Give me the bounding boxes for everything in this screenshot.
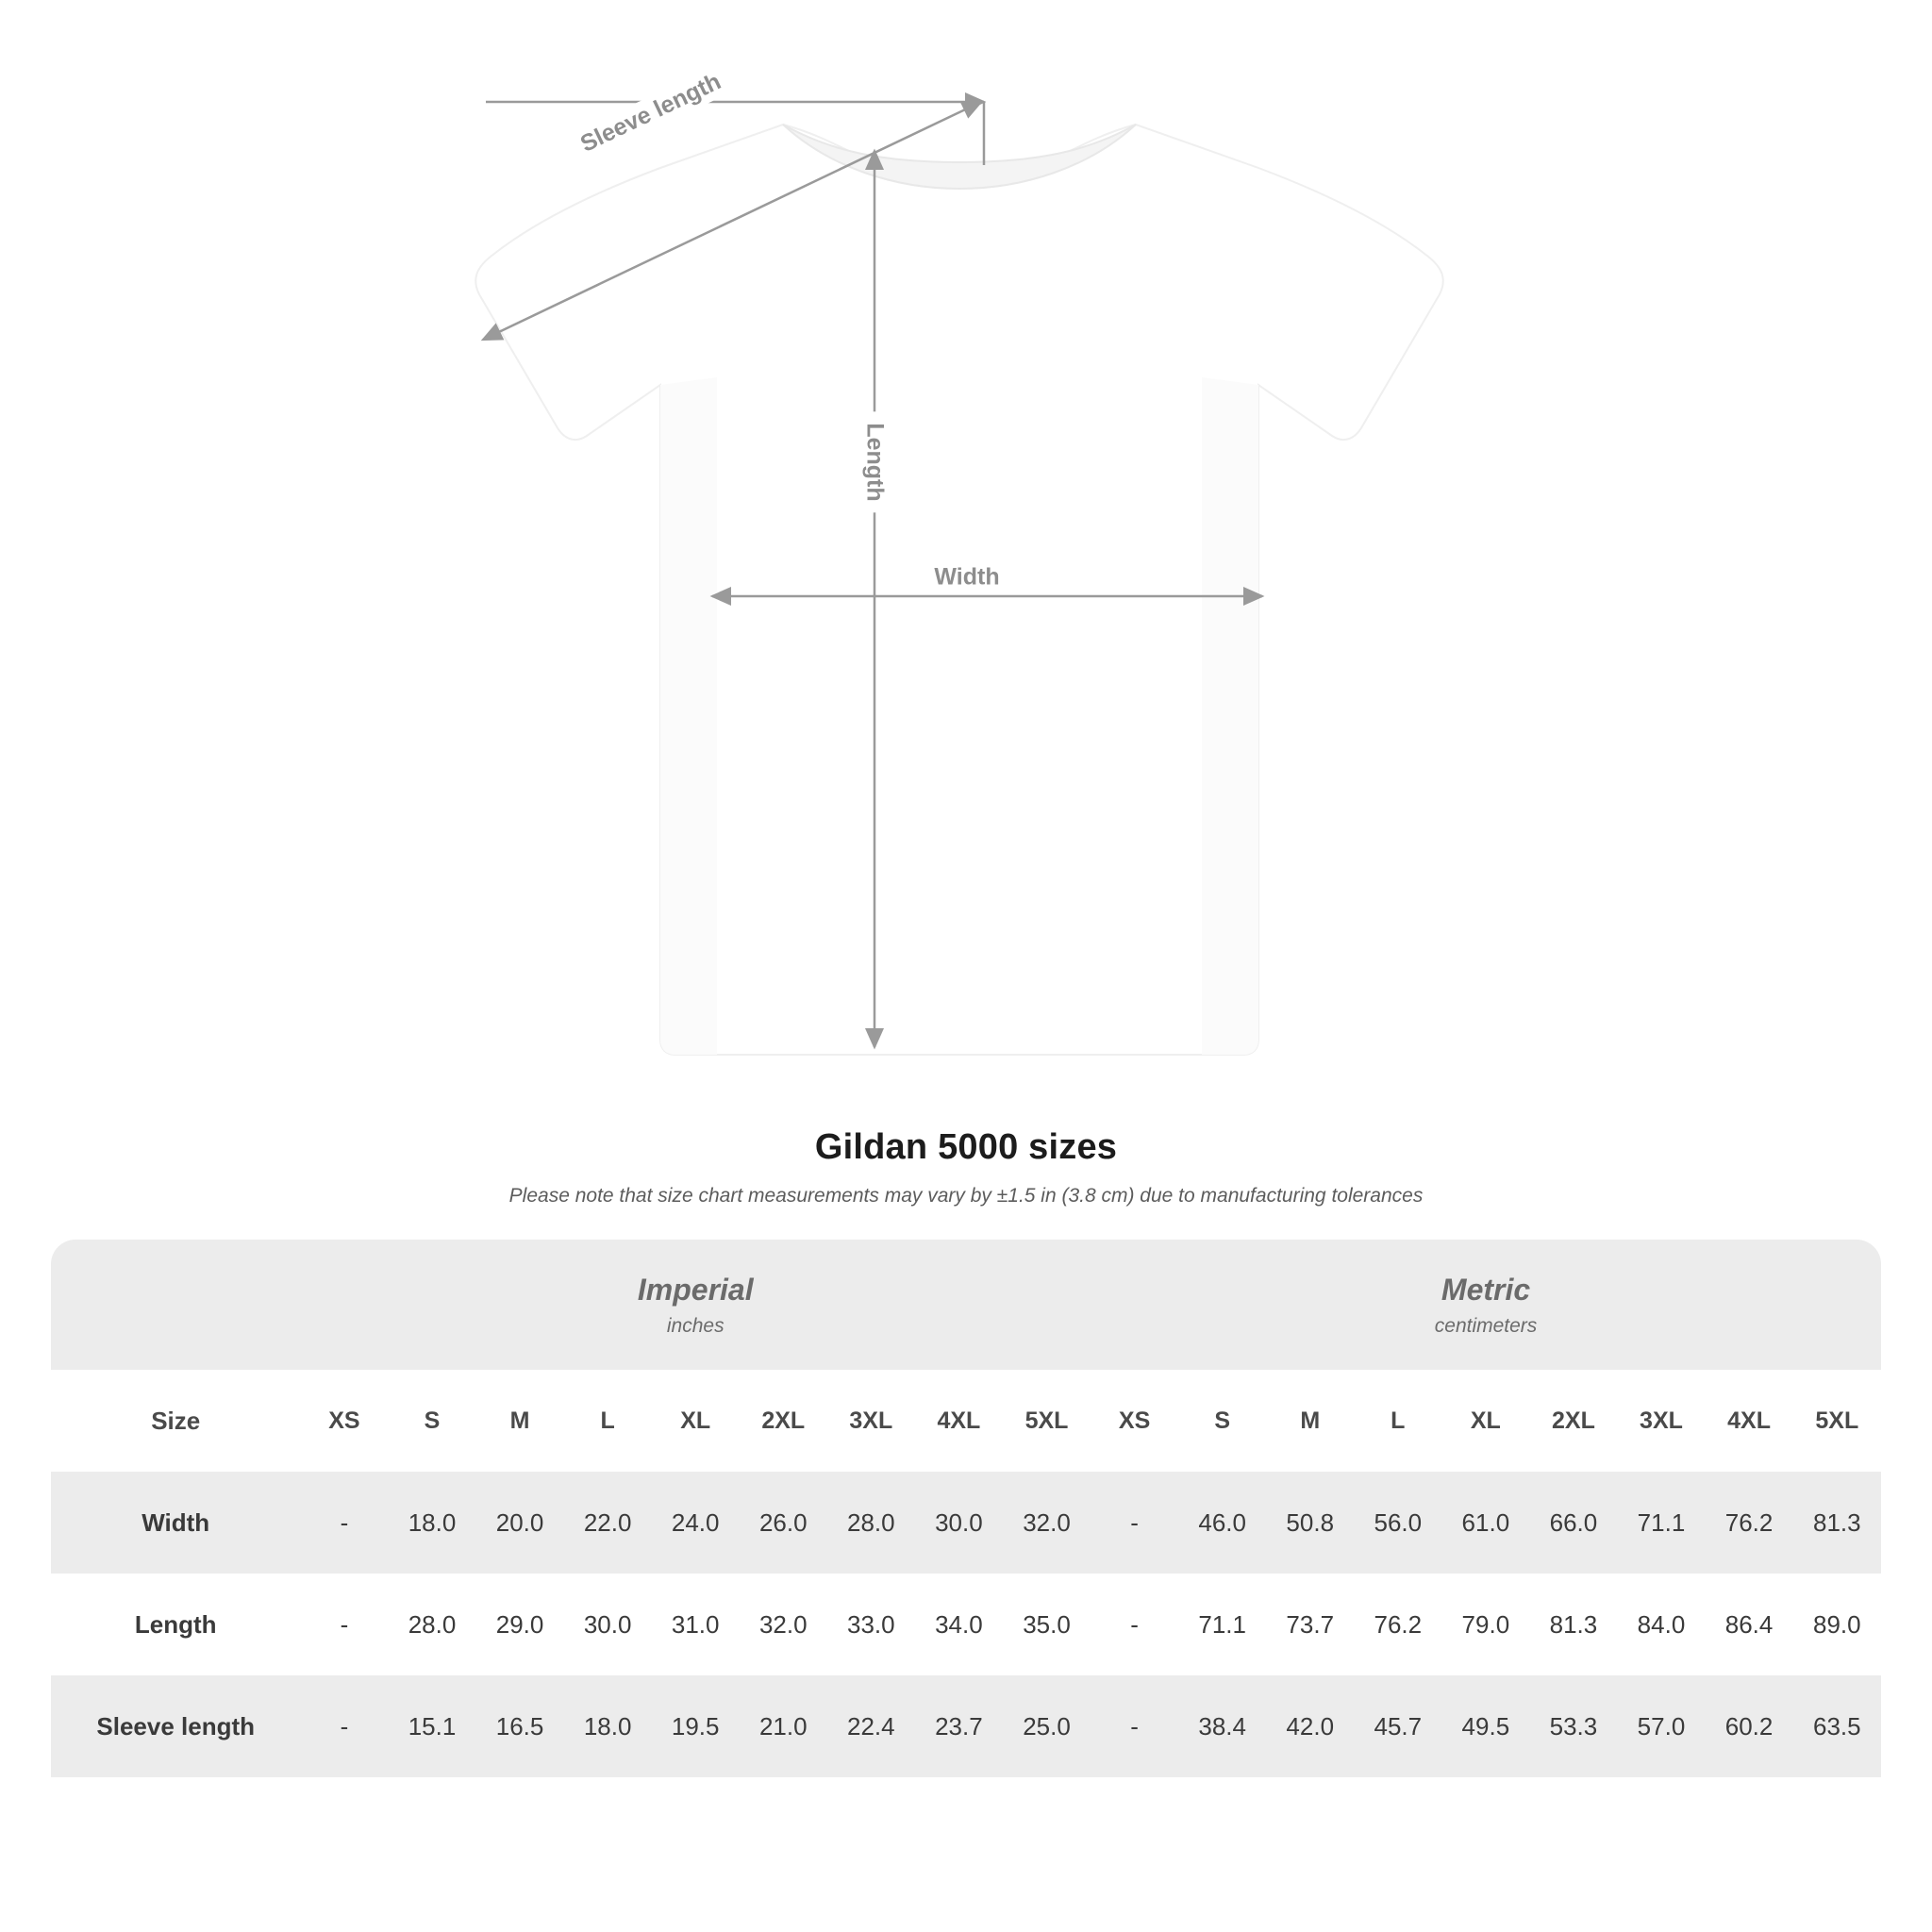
size-header-label: Size [51, 1370, 300, 1472]
unit-header-spacer [51, 1240, 300, 1370]
cell-width-imperial-4xl: 30.0 [915, 1472, 1003, 1574]
page-title: Gildan 5000 sizes [814, 1127, 1118, 1167]
cell-length-metric-3xl: 84.0 [1617, 1574, 1705, 1675]
cell-length-imperial-m: 29.0 [476, 1574, 564, 1675]
cell-width-imperial-m: 20.0 [476, 1472, 564, 1574]
cell-sleeve-metric-5xl: 63.5 [1793, 1675, 1881, 1777]
cell-width-metric-l: 56.0 [1354, 1472, 1441, 1574]
unit-imperial-name: Imperial [637, 1272, 754, 1307]
size-header-metric-5xl: 5XL [1793, 1370, 1881, 1472]
cell-length-imperial-l: 30.0 [564, 1574, 652, 1675]
cell-width-metric-4xl: 76.2 [1706, 1472, 1793, 1574]
cell-length-imperial-s: 28.0 [388, 1574, 475, 1675]
cell-length-metric-l: 76.2 [1354, 1574, 1441, 1675]
cell-sleeve-metric-s: 38.4 [1178, 1675, 1266, 1777]
cell-width-metric-5xl: 81.3 [1793, 1472, 1881, 1574]
cell-sleeve-imperial-3xl: 22.4 [827, 1675, 915, 1777]
cell-sleeve-metric-m: 42.0 [1266, 1675, 1354, 1777]
cell-width-imperial-xl: 24.0 [652, 1472, 740, 1574]
cell-length-imperial-4xl: 34.0 [915, 1574, 1003, 1675]
unit-header-imperial [300, 1240, 1091, 1370]
size-header-imperial-3xl: 3XL [827, 1370, 915, 1472]
cell-sleeve-metric-2xl: 53.3 [1529, 1675, 1617, 1777]
cell-width-metric-xs: - [1091, 1472, 1178, 1574]
cell-sleeve-imperial-l: 18.0 [564, 1675, 652, 1777]
size-table [51, 1240, 1881, 1777]
size-header-imperial-l: L [564, 1370, 652, 1472]
tolerance-note: Please note that size chart measurements may vary by ±1.5 in (3.8 cm) due to manufacturing tolerances [508, 1185, 1424, 1207]
cell-sleeve-imperial-m: 16.5 [476, 1675, 564, 1777]
sleeve-length-label: Sleeve length [567, 62, 735, 164]
size-header-row [51, 1370, 1881, 1472]
cell-width-metric-2xl: 66.0 [1529, 1472, 1617, 1574]
cell-width-imperial-xs: - [300, 1472, 388, 1574]
unit-metric-sub: centimeters [1434, 1314, 1538, 1337]
cell-length-metric-xs: - [1091, 1574, 1178, 1675]
cell-length-metric-4xl: 86.4 [1706, 1574, 1793, 1675]
size-header-imperial-5xl: 5XL [1003, 1370, 1091, 1472]
cell-sleeve-metric-3xl: 57.0 [1617, 1675, 1705, 1777]
size-header-metric-xs: XS [1091, 1370, 1178, 1472]
cell-sleeve-metric-xs: - [1091, 1675, 1178, 1777]
cell-sleeve-imperial-5xl: 25.0 [1003, 1675, 1091, 1777]
unit-imperial-sub: inches [666, 1314, 724, 1337]
row-label-sleeve-length: Sleeve length [51, 1675, 300, 1777]
cell-sleeve-metric-l: 45.7 [1354, 1675, 1441, 1777]
cell-width-imperial-2xl: 26.0 [740, 1472, 827, 1574]
size-header-metric-l: L [1354, 1370, 1441, 1472]
size-header-metric-m: M [1266, 1370, 1354, 1472]
table-row [51, 1574, 1881, 1675]
cell-length-metric-xl: 79.0 [1441, 1574, 1529, 1675]
cell-sleeve-metric-xl: 49.5 [1441, 1675, 1529, 1777]
cell-sleeve-metric-4xl: 60.2 [1706, 1675, 1793, 1777]
cell-width-imperial-5xl: 32.0 [1003, 1472, 1091, 1574]
size-header-imperial-xs: XS [300, 1370, 388, 1472]
size-header-metric-3xl: 3XL [1617, 1370, 1705, 1472]
title-block [0, 1127, 1932, 1208]
size-header-imperial-4xl: 4XL [915, 1370, 1003, 1472]
cell-width-metric-xl: 61.0 [1441, 1472, 1529, 1574]
size-header-imperial-xl: XL [652, 1370, 740, 1472]
unit-metric-name: Metric [1441, 1272, 1531, 1307]
table-row [51, 1675, 1881, 1777]
length-label: Length [858, 411, 892, 512]
cell-width-imperial-s: 18.0 [388, 1472, 475, 1574]
cell-width-imperial-3xl: 28.0 [827, 1472, 915, 1574]
row-label-length: Length [51, 1574, 300, 1675]
cell-length-metric-m: 73.7 [1266, 1574, 1354, 1675]
size-table-wrap [51, 1240, 1881, 1777]
cell-sleeve-imperial-4xl: 23.7 [915, 1675, 1003, 1777]
cell-width-metric-s: 46.0 [1178, 1472, 1266, 1574]
cell-width-metric-3xl: 71.1 [1617, 1472, 1705, 1574]
size-header-metric-xl: XL [1441, 1370, 1529, 1472]
size-header-metric-2xl: 2XL [1529, 1370, 1617, 1472]
size-header-metric-4xl: 4XL [1706, 1370, 1793, 1472]
cell-sleeve-imperial-s: 15.1 [388, 1675, 475, 1777]
cell-sleeve-imperial-xl: 19.5 [652, 1675, 740, 1777]
row-label-width: Width [51, 1472, 300, 1574]
cell-length-metric-5xl: 89.0 [1793, 1574, 1881, 1675]
table-row [51, 1472, 1881, 1574]
size-header-metric-s: S [1178, 1370, 1266, 1472]
size-header-imperial-s: S [388, 1370, 475, 1472]
cell-sleeve-imperial-xs: - [300, 1675, 388, 1777]
cell-length-imperial-xl: 31.0 [652, 1574, 740, 1675]
size-header-imperial-2xl: 2XL [740, 1370, 827, 1472]
cell-length-metric-s: 71.1 [1178, 1574, 1266, 1675]
cell-length-imperial-xs: - [300, 1574, 388, 1675]
cell-length-imperial-3xl: 33.0 [827, 1574, 915, 1675]
unit-header-row [51, 1240, 1881, 1370]
unit-header-metric [1091, 1240, 1881, 1370]
size-header-imperial-m: M [476, 1370, 564, 1472]
cell-width-metric-m: 50.8 [1266, 1472, 1354, 1574]
cell-width-imperial-l: 22.0 [564, 1472, 652, 1574]
cell-sleeve-imperial-2xl: 21.0 [740, 1675, 827, 1777]
cell-length-metric-2xl: 81.3 [1529, 1574, 1617, 1675]
width-label: Width [921, 562, 1012, 593]
cell-length-imperial-2xl: 32.0 [740, 1574, 827, 1675]
cell-length-imperial-5xl: 35.0 [1003, 1574, 1091, 1675]
